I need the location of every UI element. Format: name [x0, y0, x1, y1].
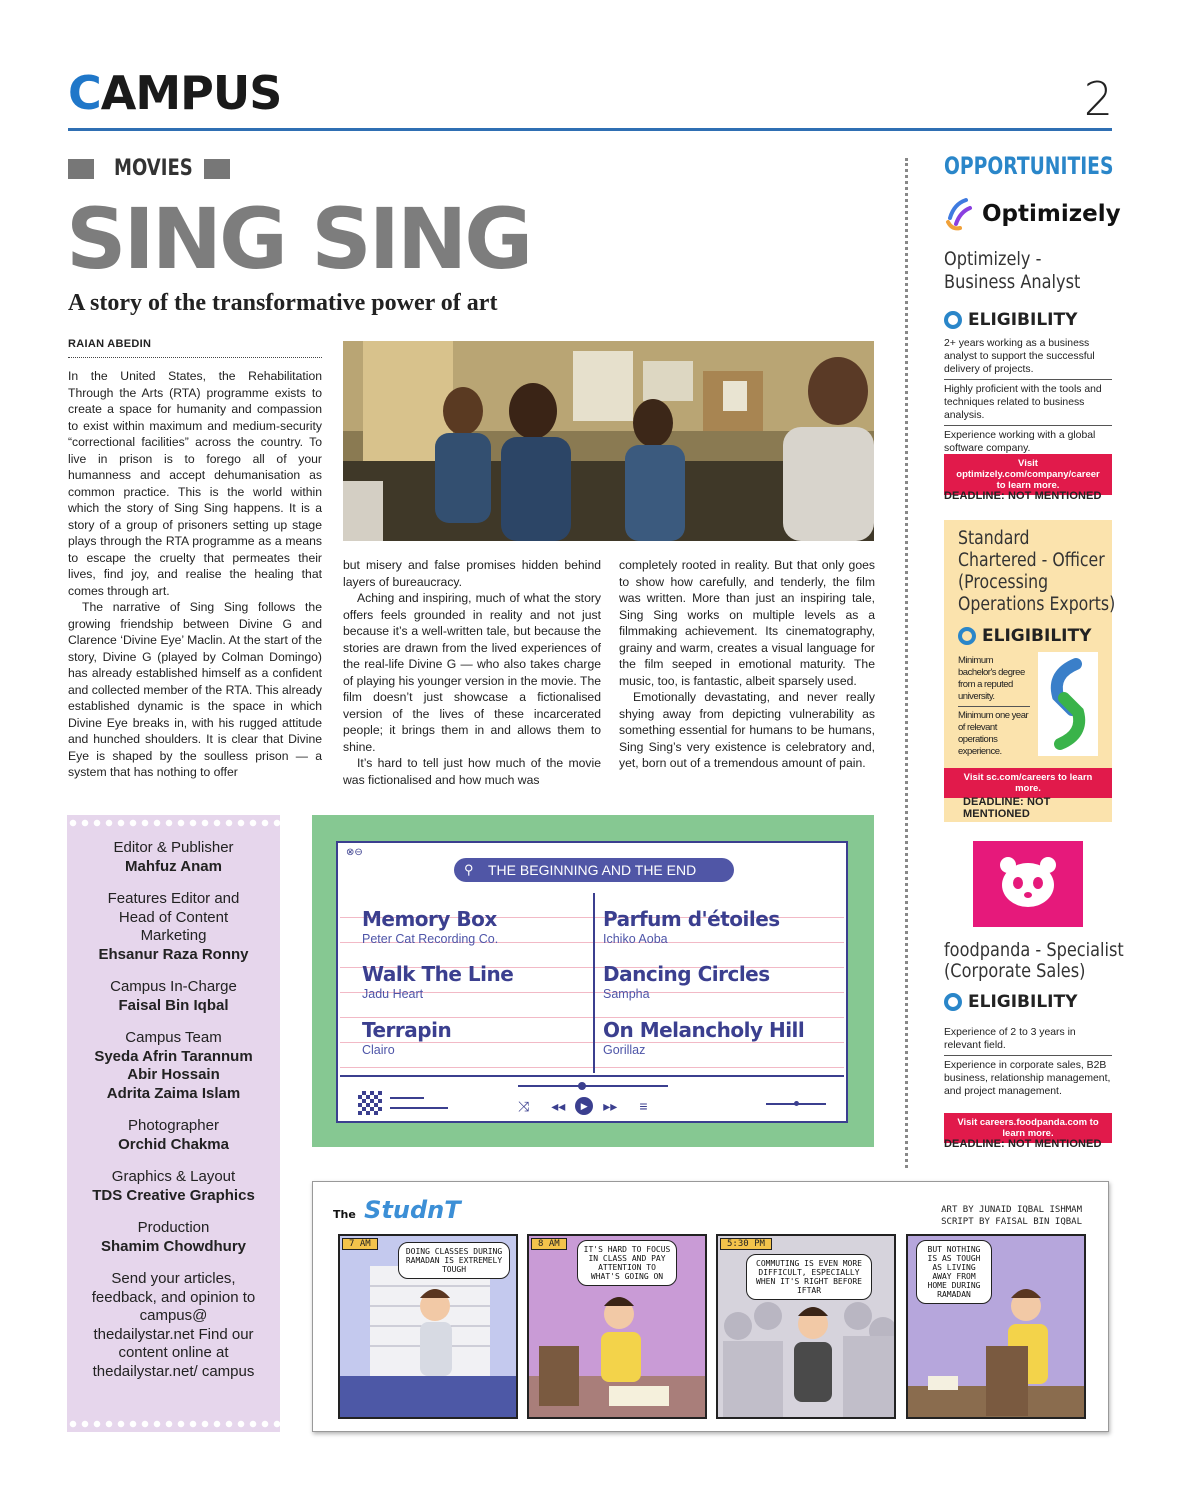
- comic-panel: [716, 1234, 896, 1419]
- playlist-search-bar[interactable]: ⚲ THE BEGINNING AND THE END: [454, 858, 734, 882]
- paragraph: It’s hard to tell just how much of the movie was fictionalised and how much was: [343, 756, 601, 787]
- deadline: DEADLINE: NOT MENTIONED: [963, 796, 1051, 820]
- panel-time: 7 AM: [342, 1238, 378, 1250]
- eligibility-heading: ELIGIBILITY: [958, 626, 1091, 646]
- deadline: DEADLINE: NOT MENTIONED: [944, 490, 1102, 502]
- foodpanda-icon: [973, 841, 1083, 927]
- volume-handle[interactable]: [794, 1101, 799, 1106]
- panel-time: 8 AM: [531, 1238, 567, 1250]
- paragraph: but misery and false promises hidden behind layers of bureaucracy.: [343, 558, 601, 589]
- foodpanda-logo: [973, 841, 1083, 927]
- paragraph: Emotionally devastating, and never really shying away from depicting vulnerability as something essential for humans to be humans, Sing Sing’s very existence is celebratory and, yet, born out of a tremendous amount of pain.: [619, 690, 875, 770]
- requirements-list: Experience of 2 to 3 years in relevant field. Experience in corporate sales, B2B business, relationship management, and project management.: [944, 1023, 1112, 1101]
- playlist-graphic: [312, 815, 874, 1147]
- visit-link[interactable]: Visit sc.com/careers to learn more.: [944, 768, 1112, 798]
- credits-contact: Send your articles, feedback, and opinion to campus@ thedailystar.net Find our content online at thedailystar.net/ campus: [91, 1270, 256, 1380]
- section-label: MOVIES: [114, 156, 193, 181]
- requirements-list: 2+ years working as a business analyst to support the successful delivery of projects. Highly proficient with the tools and techniques related to business analysis. Experience working with a global software company.: [944, 334, 1112, 458]
- window-controls-icon[interactable]: ⊗⊖: [346, 847, 363, 858]
- optimizely-logo: Optimizely: [944, 196, 1121, 232]
- eligibility-heading: ELIGIBILITY: [944, 310, 1077, 330]
- deadline: DEADLINE: NOT MENTIONED: [944, 1138, 1102, 1150]
- speech-bubble: IT'S HARD TO FOCUS IN CLASS AND PAY ATTENTION TO WHAT'S GOING ON: [577, 1240, 677, 1286]
- job-title: Optimizely - Business Analyst: [944, 248, 1081, 293]
- list-item[interactable]: On Melancholy Hill Gorillaz: [603, 1018, 805, 1057]
- comic-panel: [338, 1234, 518, 1419]
- article-byline: RAIAN ABEDIN: [68, 338, 152, 350]
- eligibility-icon: [944, 993, 962, 1011]
- list-item[interactable]: Dancing Circles Sampha: [603, 962, 770, 1001]
- list-item[interactable]: Memory Box Peter Cat Recording Co.: [362, 907, 499, 946]
- comic-title: The StudnT: [333, 1196, 461, 1224]
- album-art-icon: [358, 1091, 382, 1115]
- job-title: Standard Chartered - Officer (Processing Operations Exports): [958, 528, 1116, 615]
- paragraph: completely rooted in reality. But that only goes to show how carefully, and tenderly, the film was written. More than just an inspiring tale, Sing Sing works on multiple levels as a filmmaking achievement. Its cinematography, grainy and warm, creates a visual language for the film seeped in emotional maturity. The music, too, is fantastic, albeit sparsely used.: [619, 558, 875, 688]
- eligibility-icon: [958, 627, 976, 645]
- visit-link[interactable]: Visit careers.foodpanda.com to learn more.: [944, 1113, 1112, 1143]
- campus-logo: CAMPUS: [68, 66, 282, 120]
- player-controls: [518, 1097, 648, 1115]
- section-tag: [68, 156, 230, 181]
- paragraph: Aching and inspiring, much of what the story offers feels grounded in reality and not just because it’s a well-written tale, but because the stories are drawn from the lived experiences of the real-life Divine G — who also takes charge of playing his younger version in the movie. The film doesn’t just showcase a fictionalised version of the lives of these incarcerated people; it brings them in and allows them to shine.: [343, 591, 601, 754]
- eligibility-icon: [944, 311, 962, 329]
- shuffle-icon[interactable]: ⤨: [518, 1097, 530, 1114]
- standard-chartered-logo: [1038, 652, 1098, 756]
- film-still-image: [343, 341, 874, 541]
- comic-strip: [312, 1181, 1109, 1432]
- comic-panel: [527, 1234, 707, 1419]
- page-number: 2: [1083, 72, 1113, 126]
- speech-bubble: DOING CLASSES DURING RAMADAN IS EXTREMELY TOUGH: [398, 1242, 510, 1279]
- progress-bar[interactable]: [518, 1085, 668, 1087]
- panel-time: 5:30 PM: [720, 1238, 772, 1250]
- speech-bubble: BUT NOTHING IS AS TOUGH AS LIVING AWAY FROM HOME DURING RAMADAN: [916, 1240, 992, 1304]
- list-item[interactable]: Terrapin Clairo: [362, 1018, 452, 1057]
- play-icon[interactable]: ▶: [575, 1097, 593, 1115]
- job-card-standard-chartered: [944, 520, 1116, 822]
- music-player: [336, 841, 848, 1123]
- list-item[interactable]: Parfum d'étoiles Ichiko Aoba: [603, 907, 780, 946]
- search-icon: ⚲: [464, 862, 474, 877]
- standard-chartered-icon: [1038, 652, 1098, 756]
- queue-icon[interactable]: ≡: [639, 1098, 648, 1114]
- paragraph: In the United States, the Rehabilitation Through the Arts (RTA) programme exists to create a space for humanity and compassion to exist within maximum and medium-security “correctional facilities” across the country. To live in prison is to forego all of your humanness and accept dehumanisation as common practice. This is the world within which the story of Sing Sing happens. It is a story of a group of prisoners setting up stage plays through the RTA programme as a means to escape the cruelty that permeates their lives, find joy, and realise the healing that comes through art.: [68, 369, 322, 598]
- article-column-1: [68, 368, 322, 781]
- requirements-list: Minimum bachelor's degree from a reputed university. Minimum one year of relevant operations experience.: [958, 652, 1030, 761]
- rewind-icon[interactable]: ◂◂: [551, 1097, 566, 1114]
- fast-forward-icon[interactable]: ▸▸: [603, 1097, 618, 1114]
- optimizely-icon: [944, 196, 974, 232]
- list-item[interactable]: Walk The Line Jadu Heart: [362, 962, 514, 1001]
- eligibility-heading: ELIGIBILITY: [944, 992, 1077, 1012]
- paragraph: The narrative of Sing Sing follows the growing friendship between Divine G and Clarence ‘Divine Eye’ Maclin. At the start of the story, Divine G (played by Colman Domingo) has already established himself as a confident and collected member of the RTA. This already established dynamic is the space in which Divine Eye breaks in, with his rugged attitude and hunched shoulders. It is clear that Divine Eye is shaped by the soulless prison — a system that has nothing to offer: [68, 600, 322, 779]
- opportunities-title: OPPORTUNITIES: [944, 152, 1114, 180]
- article-column-2: [343, 557, 601, 788]
- progress-handle[interactable]: [578, 1082, 586, 1090]
- staff-credits: Editor & Publisher Mahfuz Anam Features Editor and Head of Content Marketing Ehsanur Raza Ronny Campus In-Charge Faisal Bin Iqbal Campus Team Syeda Afrin Tarannum Abir Hossain Adrita Zaima Islam Photographer Orchid Chakma Graphics & Layout TDS Creative Graphics Production Shamim Chowdhury Send your articles, feedback, and opinion to campus@ thedailystar.net Find our content online at thedailystar.net/ campus: [67, 815, 280, 1432]
- visit-link[interactable]: Visit optimizely.com/company/career to learn more.: [944, 454, 1112, 495]
- comic-credits: ART BY JUNAID IQBAL ISHMAM SCRIPT BY FAISAL BIN IQBAL: [941, 1205, 1082, 1227]
- comic-panel: [906, 1234, 1086, 1419]
- article-headline: SING SING: [66, 190, 531, 288]
- article-column-3: [619, 557, 875, 772]
- masthead-rule: [68, 128, 1112, 131]
- speech-bubble: COMMUTING IS EVEN MORE DIFFICULT, ESPECIALLY WHEN IT'S RIGHT BEFORE IFTAR: [746, 1254, 872, 1300]
- article-subheadline: A story of the transformative power of art: [68, 290, 498, 316]
- job-title: foodpanda - Specialist (Corporate Sales): [944, 939, 1124, 982]
